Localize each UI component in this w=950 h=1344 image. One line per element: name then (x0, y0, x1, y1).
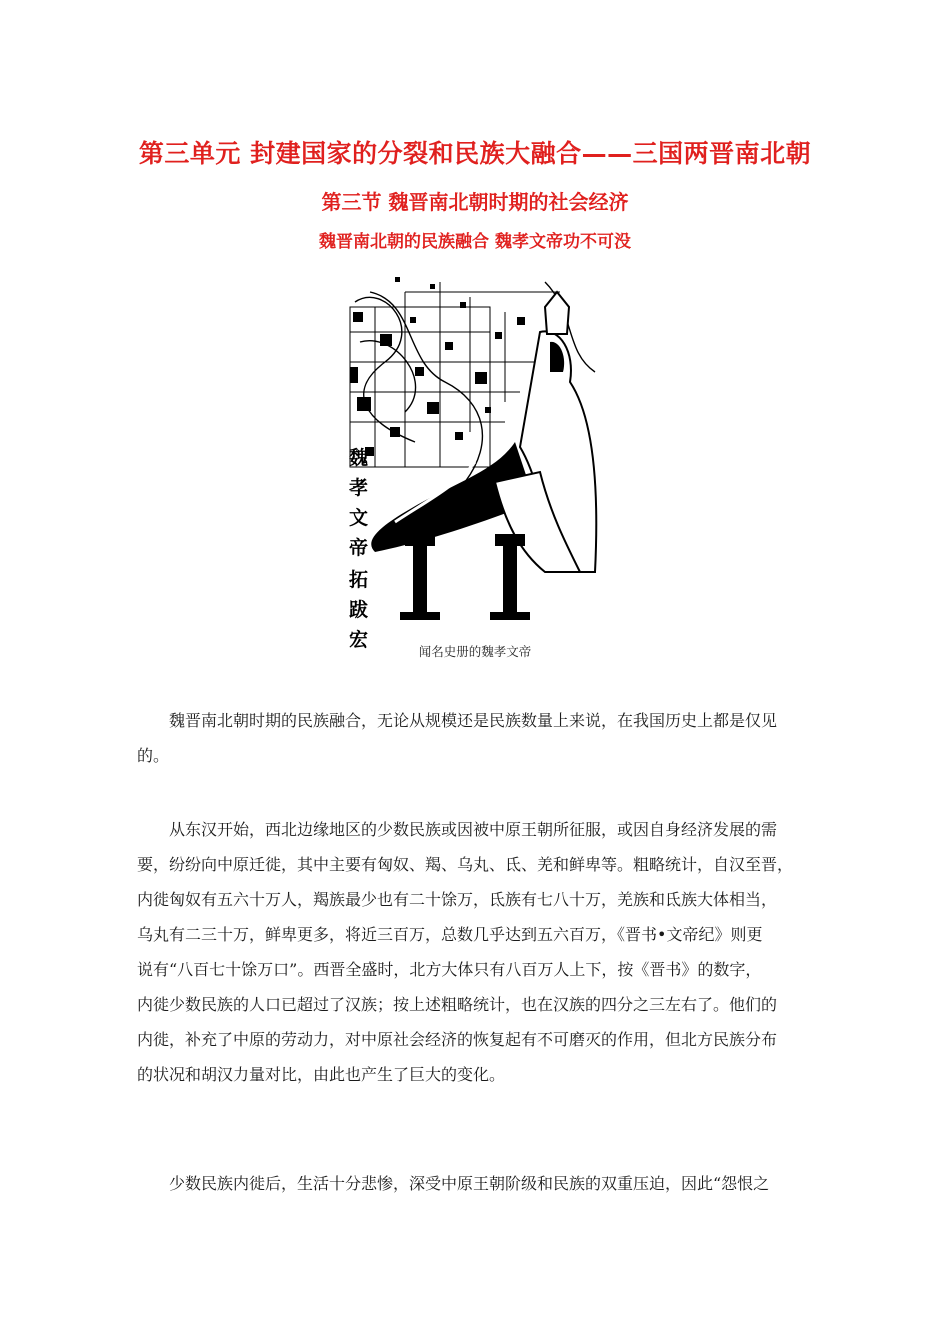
figure-label-char: 魏 (349, 447, 369, 469)
paragraph-line: 说有“八百七十馀万口”。西晋全盛时，北方大体只有八百万人上下，按《晋书》的数字， (137, 960, 762, 979)
paragraph-line: 的。 (137, 746, 170, 765)
unit-title: 第三单元 封建国家的分裂和民族大融合——三国两晋南北朝 (138, 139, 812, 168)
paragraph (137, 703, 819, 773)
paragraph-line: 少数民族内徙后，生活十分悲惨，深受中原王朝阶级和民族的双重压迫，因此“怨恨之 (137, 1174, 770, 1193)
paragraph-line: 内徙少数民族的人口已超过了汉族；按上述粗略统计，也在汉族的四分之三左右了。他们的 (137, 995, 778, 1014)
paragraph-line: 要，纷纷向中原迁徙，其中主要有匈奴、羯、乌丸、氐、羌和鲜卑等。粗略统计，自汉至晋， (137, 855, 794, 874)
paragraph-line: 的状况和胡汉力量对比，由此也产生了巨大的变化。 (137, 1065, 506, 1084)
paragraph-line: 内徙匈奴有五六十万人，羯族最少也有二十馀万，氐族有七八十万，羌族和氐族大体相当， (137, 890, 778, 909)
figure-label-char: 帝 (349, 537, 369, 559)
section-title: 第三节 魏晋南北朝时期的社会经济 (321, 190, 629, 214)
paragraph-line: 魏晋南北朝时期的民族融合，无论从规模还是民族数量上来说，在我国历史上都是仅见 (137, 711, 778, 730)
figure-label-char: 跋 (349, 599, 369, 621)
emperor-illustration (345, 272, 606, 651)
paragraph (137, 812, 819, 1092)
paragraph-line: 乌丸有二三十万，鲜卑更多，将近三百万，总数几乎达到五六百万，《晋书•文帝纪》则更 (137, 925, 763, 944)
emperor-illustration-art (345, 272, 606, 651)
paragraph (137, 1166, 819, 1201)
figure-label-char: 宏 (349, 629, 369, 651)
figure-label-char: 拓 (349, 569, 369, 591)
paragraph-line: 从东汉开始，西北边缘地区的少数民族或因被中原王朝所征服，或因自身经济发展的需 (137, 820, 778, 839)
sub-title: 魏晋南北朝的民族融合 魏孝文帝功不可没 (319, 232, 631, 252)
figure-caption: 闻名史册的魏孝文帝 (418, 644, 532, 659)
figure-label-char: 孝 (349, 477, 369, 499)
paragraph-line: 内徙，补充了中原的劳动力，对中原社会经济的恢复起有不可磨灭的作用，但北方民族分布 (137, 1030, 778, 1049)
figure-label-char: 文 (349, 507, 369, 529)
